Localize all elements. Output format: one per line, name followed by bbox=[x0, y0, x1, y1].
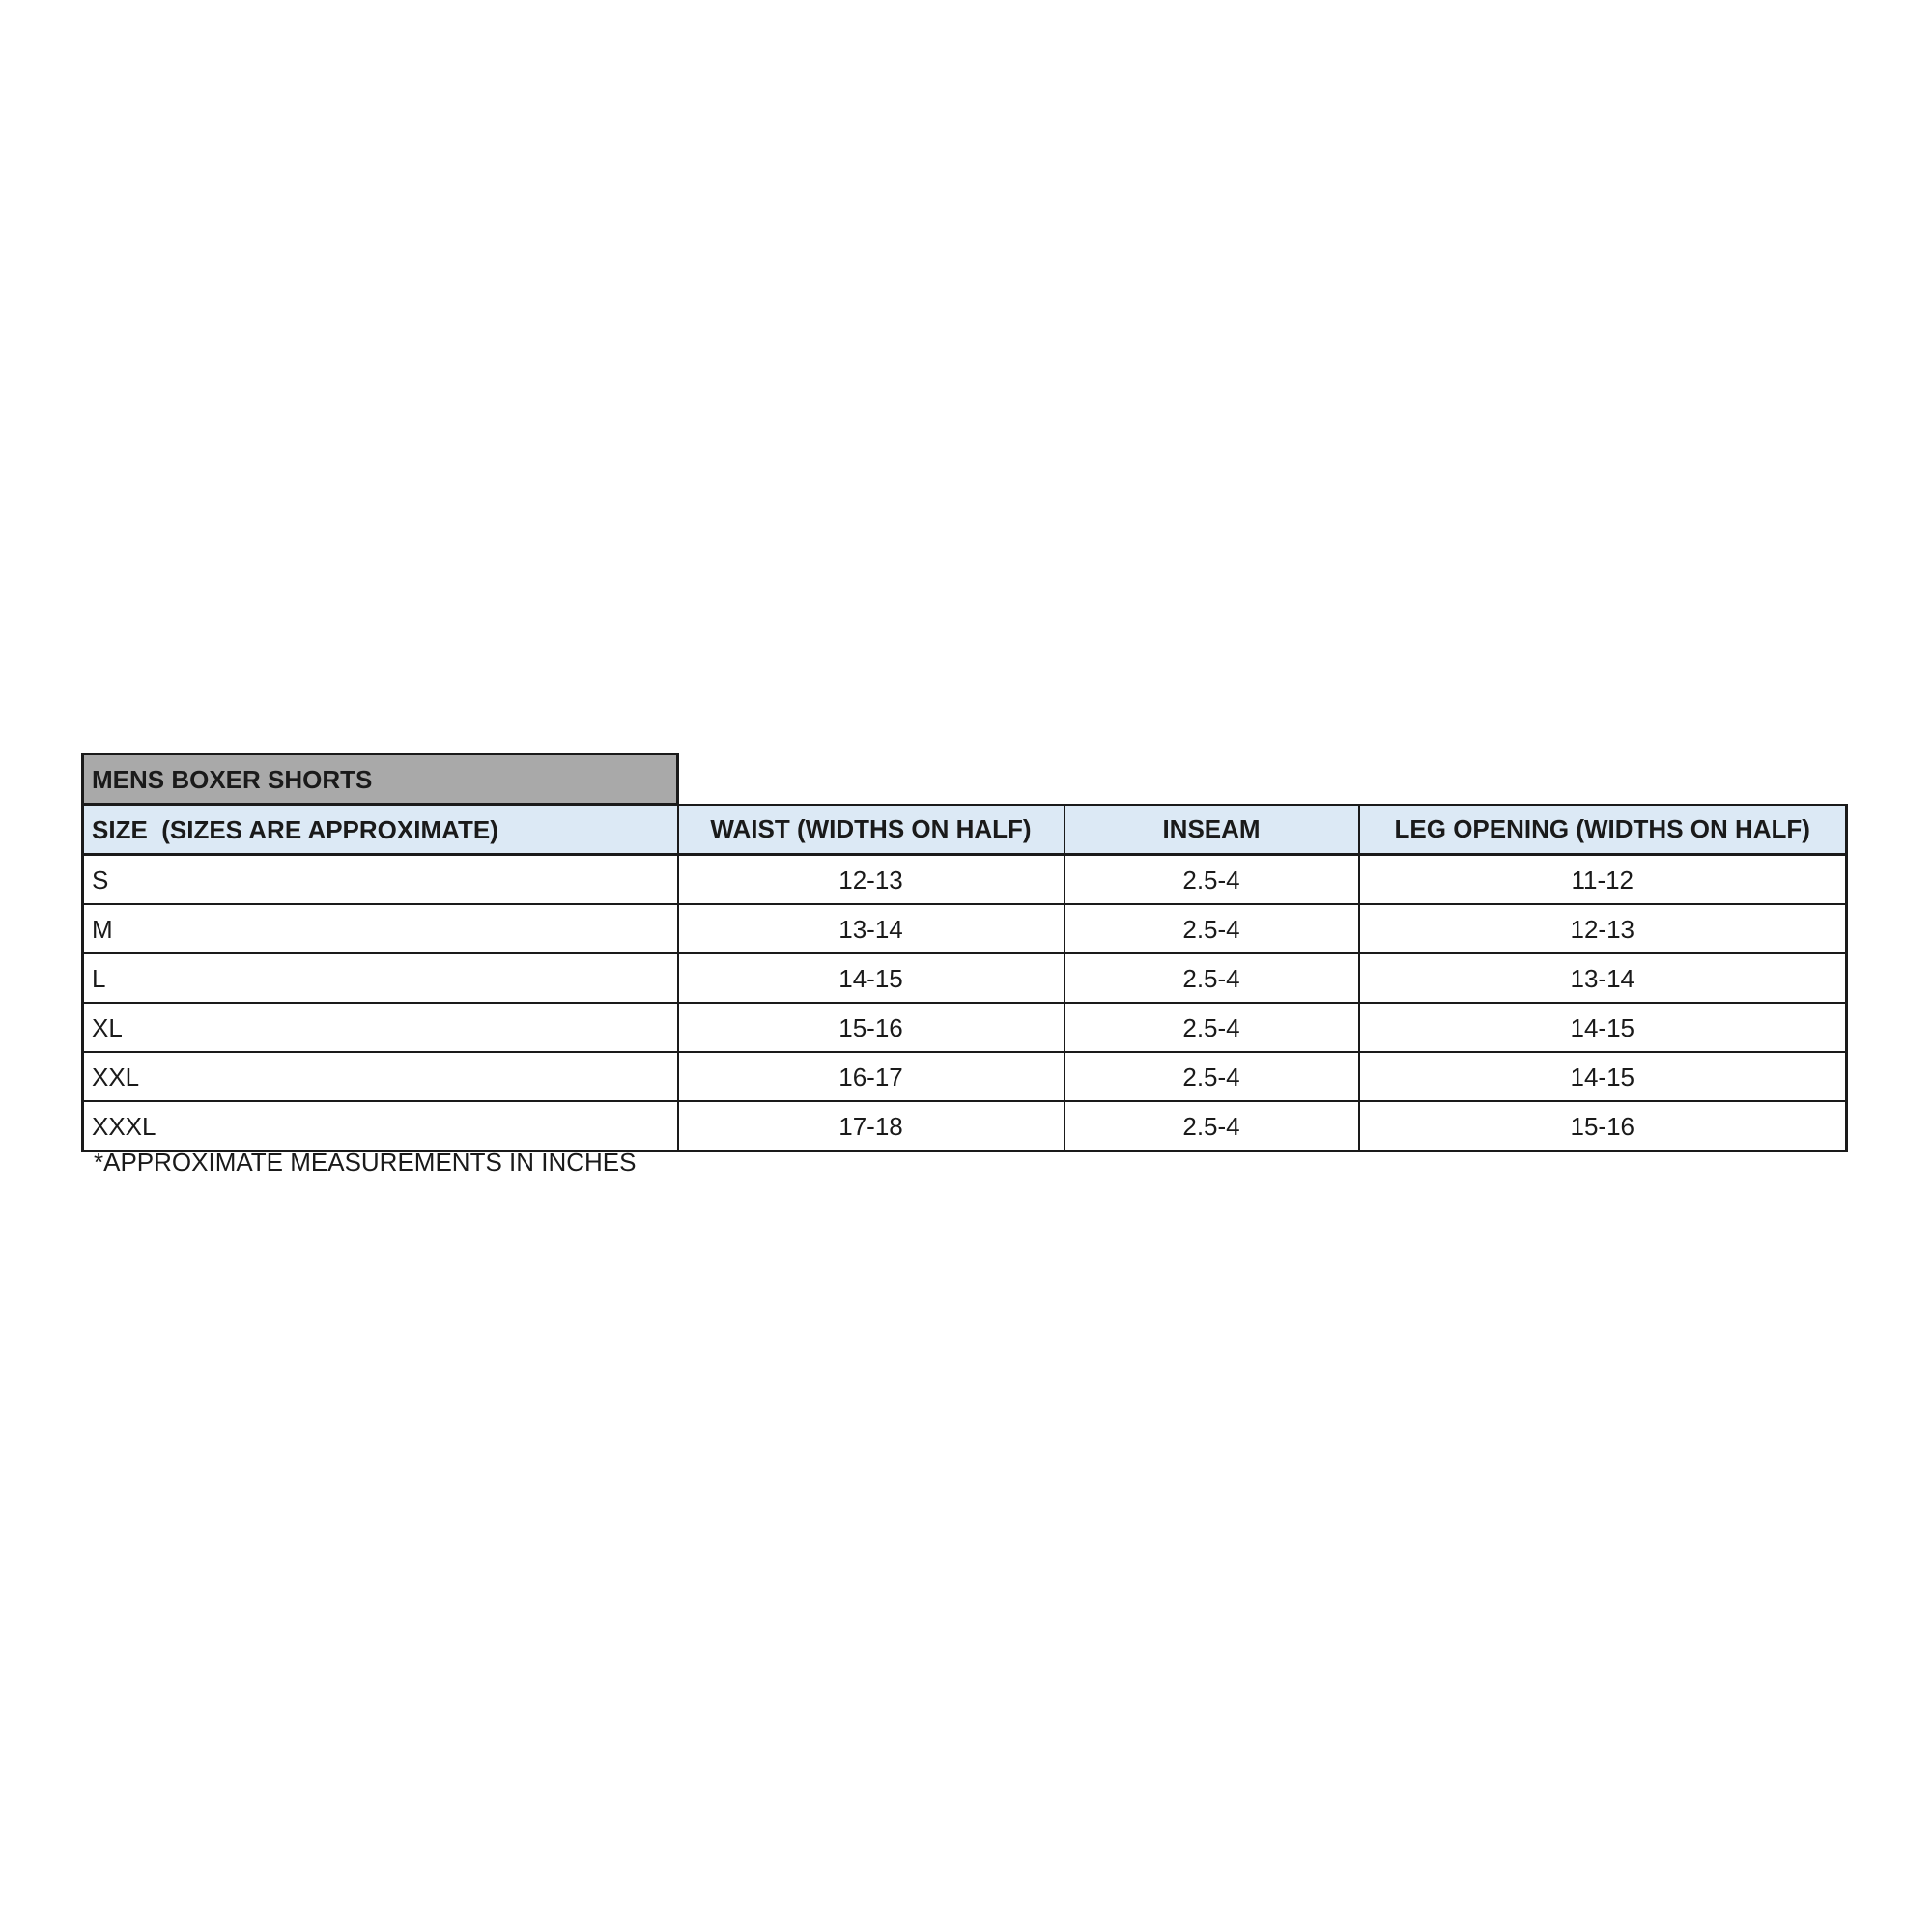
leg-opening-cell: 11-12 bbox=[1359, 855, 1847, 905]
waist-cell: 17-18 bbox=[678, 1101, 1065, 1151]
leg-opening-cell: 13-14 bbox=[1359, 953, 1847, 1003]
waist-cell: 16-17 bbox=[678, 1052, 1065, 1101]
size-cell: L bbox=[83, 953, 678, 1003]
col-header-inseam: INSEAM bbox=[1065, 805, 1359, 855]
waist-cell: 12-13 bbox=[678, 855, 1065, 905]
waist-cell: 14-15 bbox=[678, 953, 1065, 1003]
inseam-cell: 2.5-4 bbox=[1065, 855, 1359, 905]
inseam-cell: 2.5-4 bbox=[1065, 1101, 1359, 1151]
size-cell: XL bbox=[83, 1003, 678, 1052]
leg-opening-cell: 12-13 bbox=[1359, 904, 1847, 953]
size-chart-table bbox=[81, 753, 1848, 1152]
inseam-cell: 2.5-4 bbox=[1065, 953, 1359, 1003]
size-cell: M bbox=[83, 904, 678, 953]
table-row bbox=[83, 904, 1847, 953]
header-row bbox=[83, 805, 1847, 855]
table-row bbox=[83, 855, 1847, 905]
col-header-waist: WAIST (WIDTHS ON HALF) bbox=[678, 805, 1065, 855]
title-row-spacer bbox=[678, 754, 1847, 805]
size-cell: XXXL bbox=[83, 1101, 678, 1151]
leg-opening-cell: 15-16 bbox=[1359, 1101, 1847, 1151]
waist-cell: 15-16 bbox=[678, 1003, 1065, 1052]
col-header-leg-opening: LEG OPENING (WIDTHS ON HALF) bbox=[1359, 805, 1847, 855]
table-row bbox=[83, 953, 1847, 1003]
table-row bbox=[83, 1052, 1847, 1101]
size-cell: XXL bbox=[83, 1052, 678, 1101]
footnote: *APPROXIMATE MEASUREMENTS IN INCHES bbox=[94, 1148, 637, 1177]
leg-opening-cell: 14-15 bbox=[1359, 1052, 1847, 1101]
inseam-cell: 2.5-4 bbox=[1065, 1003, 1359, 1052]
waist-cell: 13-14 bbox=[678, 904, 1065, 953]
table-row bbox=[83, 1003, 1847, 1052]
inseam-cell: 2.5-4 bbox=[1065, 904, 1359, 953]
leg-opening-cell: 14-15 bbox=[1359, 1003, 1847, 1052]
chart-title: MENS BOXER SHORTS bbox=[83, 754, 678, 805]
table-row bbox=[83, 1101, 1847, 1151]
col-header-size: SIZE (SIZES ARE APPROXIMATE) bbox=[83, 805, 678, 855]
inseam-cell: 2.5-4 bbox=[1065, 1052, 1359, 1101]
size-cell: S bbox=[83, 855, 678, 905]
title-row bbox=[83, 754, 1847, 805]
